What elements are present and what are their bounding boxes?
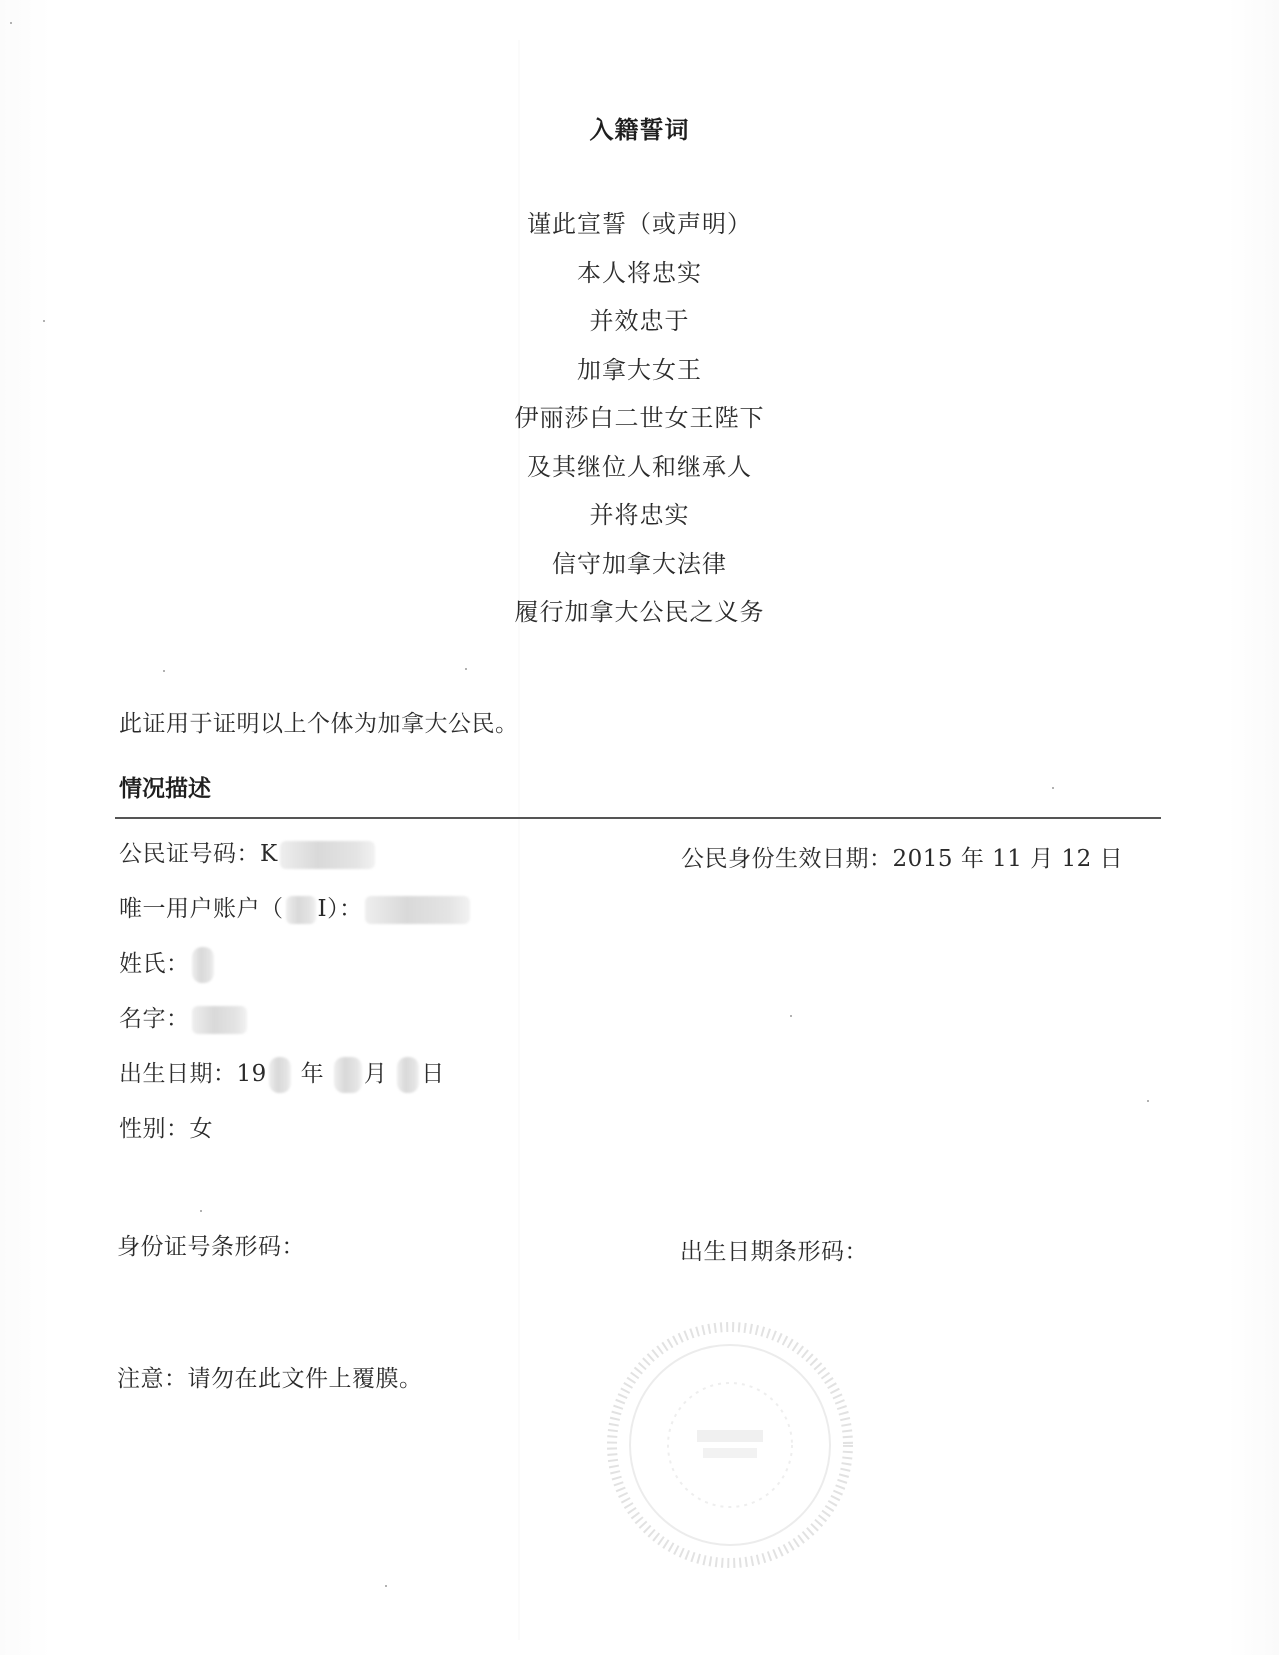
redaction-block [334, 1057, 362, 1093]
dob-year-visible: 19 [236, 1061, 267, 1087]
sex-value: 女 [189, 1116, 213, 1142]
unique-client-id-field [119, 890, 472, 924]
oath-line: 及其继位人和继承人 [527, 452, 752, 481]
date-of-birth-field [119, 1055, 445, 1093]
redaction-block [192, 1006, 247, 1034]
oath-line: 履行加拿大公民之义务 [514, 598, 765, 626]
sex-field [119, 1110, 213, 1143]
citizenship-statement: 此证用于证明以上个体为加拿大公民。 [119, 711, 519, 737]
uci-label-prefix: 唯一用户账户（ [119, 896, 284, 922]
scan-speck [10, 22, 12, 24]
scan-speck [385, 1585, 387, 1587]
surname-label: 姓氏： [119, 951, 190, 977]
dob-day-unit: 日 [421, 1061, 445, 1087]
redaction-block [192, 947, 214, 983]
scan-speck [200, 1210, 202, 1212]
given-name-label: 名字： [119, 1006, 190, 1032]
surname-field [119, 945, 216, 983]
oath-line: 伊丽莎白二世女王陛下 [514, 404, 765, 432]
citizen-number-label: 公民证号码： [119, 841, 260, 867]
redaction-block [286, 896, 316, 924]
redaction-block [397, 1057, 419, 1093]
citizenship-effective-date-field [681, 840, 1123, 873]
scan-speck [790, 1015, 792, 1017]
uci-label-suffix: ）： [327, 896, 363, 922]
lamination-notice: 注意：请勿在此文件上覆膜。 [117, 1366, 423, 1392]
scan-speck [465, 668, 467, 670]
effective-date-value: 2015 年 11 月 12 日 [892, 846, 1124, 872]
sex-label: 性别： [119, 1116, 190, 1142]
given-name-field [119, 1000, 249, 1034]
oath-line: 本人将忠实 [577, 258, 702, 287]
dob-month-unit: 月 [363, 1061, 388, 1087]
redaction-block [365, 896, 470, 924]
citizen-number-value: K [260, 841, 278, 867]
redaction-block [269, 1057, 291, 1093]
scan-speck [1052, 787, 1054, 789]
section-title-description: 情况描述 [119, 775, 211, 802]
effective-date-label: 公民身份生效日期： [681, 846, 893, 872]
scan-speck [1147, 1100, 1149, 1102]
oath-line: 加拿大女王 [577, 355, 702, 384]
scan-speck [163, 670, 165, 672]
id-barcode-label: 身份证号条形码： [117, 1234, 305, 1260]
citizen-number-field [119, 835, 377, 869]
uci-label-mid: I [317, 896, 328, 922]
oath-block [0, 200, 1279, 637]
oath-line: 并将忠实 [589, 501, 690, 529]
embossed-seal-icon [605, 1320, 855, 1570]
oath-line: 谨此宣誓（或声明） [527, 210, 752, 238]
scan-speck [43, 320, 45, 322]
dob-year-unit: 年 [300, 1061, 325, 1087]
oath-title: 入籍誓词 [589, 115, 690, 144]
oath-line: 信守加拿大法律 [552, 549, 727, 578]
section-divider [115, 817, 1161, 819]
redaction-block [280, 841, 375, 869]
dob-label: 出生日期： [119, 1061, 237, 1087]
oath-line: 并效忠于 [589, 307, 690, 335]
dob-barcode-label: 出生日期条形码： [680, 1239, 868, 1265]
